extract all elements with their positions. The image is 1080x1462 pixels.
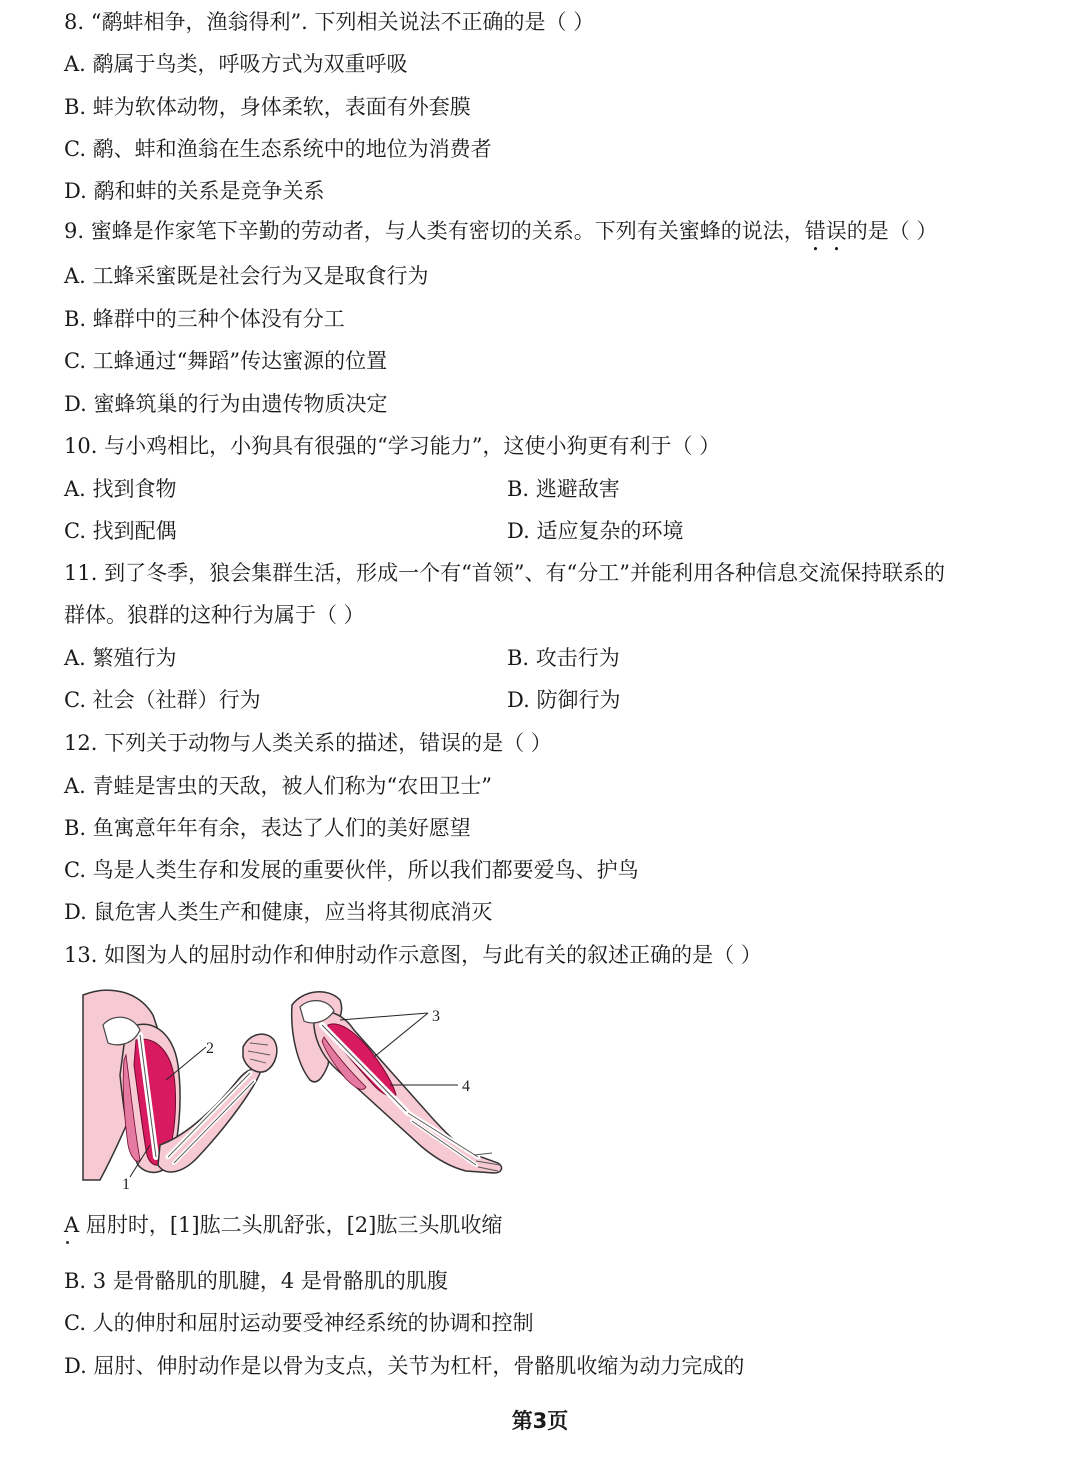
question-12-option-b: B. 鱼寓意年年有余，表达了人们的美好愿望 [64, 816, 471, 840]
question-8-stem: 8. “鹬蚌相争，渔翁得利”. 下列相关说法不正确的是（ ） [64, 10, 595, 34]
question-9-stem [64, 216, 937, 256]
question-13-option-c: C. 人的伸肘和屈肘运动要受神经系统的协调和控制 [64, 1311, 534, 1335]
question-8-option-a: A. 鹬属于鸟类，呼吸方式为双重呼吸 [64, 52, 408, 76]
question-9-option-a: A. 工蜂采蜜既是社会行为又是取食行为 [64, 264, 429, 288]
question-13-option-a: A 屈肘时，[1]肱二头肌舒张，[2]肱三头肌收缩 [64, 1213, 503, 1237]
flexed-arm-illustration [83, 990, 277, 1180]
question-9-stem-emphasis: 错误 [804, 219, 847, 243]
question-11-option-c: C. 社会（社群）行为 [64, 688, 261, 712]
extended-arm-illustration [292, 992, 502, 1173]
question-11-stem-line1: 11. 到了冬季，狼会集群生活，形成一个有“首领”、有“分工”并能利用各种信息交流保持联系的 [64, 561, 946, 585]
question-9-option-b: B. 蜂群中的三种个体没有分工 [64, 307, 345, 331]
question-9-option-d: D. 蜜蜂筑巢的行为由遗传物质决定 [64, 392, 388, 416]
label-3: 3 [432, 1008, 440, 1025]
arm-diagram [78, 985, 518, 1199]
question-10-option-a: A. 找到食物 [64, 477, 177, 501]
question-10-option-d: D. 适应复杂的环境 [507, 519, 684, 543]
question-10-stem: 10. 与小鸡相比，小狗具有很强的“学习能力”，这使小狗更有利于（ ） [64, 434, 721, 458]
label-2: 2 [206, 1040, 214, 1057]
ink-dot [66, 1241, 69, 1244]
question-10-option-c: C. 找到配偶 [64, 519, 177, 543]
question-8-option-c: C. 鹬、蚌和渔翁在生态系统中的地位为消费者 [64, 137, 492, 161]
question-8-option-d: D. 鹬和蚌的关系是竞争关系 [64, 179, 325, 203]
question-13-option-b: B. 3 是骨骼肌的肌腱，4 是骨骼肌的肌腹 [64, 1269, 448, 1293]
question-11-stem-line2: 群体。狼群的这种行为属于（ ） [64, 603, 365, 627]
label-1: 1 [122, 1176, 130, 1193]
question-11-option-b: B. 攻击行为 [507, 646, 620, 670]
label-4: 4 [462, 1078, 470, 1095]
question-12-option-a: A. 青蛙是害虫的天敌，被人们称为“农田卫士” [64, 774, 492, 798]
question-8-option-b: B. 蚌为软体动物，身体柔软，表面有外套膜 [64, 95, 471, 119]
question-11-option-a: A. 繁殖行为 [64, 646, 177, 670]
page-number: 第3页 [511, 1409, 569, 1433]
question-9-option-c: C. 工蜂通过“舞蹈”传达蜜源的位置 [64, 349, 388, 373]
question-13-stem: 13. 如图为人的屈肘动作和伸肘动作示意图，与此有关的叙述正确的是（ ） [64, 943, 762, 967]
question-12-option-c: C. 鸟是人类生存和发展的重要伙伴，所以我们都要爱鸟、护鸟 [64, 858, 639, 882]
question-10-option-b: B. 逃避敌害 [507, 477, 620, 501]
question-13-option-d: D. 屈肘、伸肘动作是以骨为支点，关节为杠杆，骨骼肌收缩为动力完成的 [64, 1354, 745, 1378]
question-9-stem-suffix: 的是（ ） [846, 219, 938, 243]
question-9-stem-prefix: 9. 蜜蜂是作家笔下辛勤的劳动者，与人类有密切的关系。下列有关蜜蜂的说法， [64, 219, 805, 243]
question-12-stem: 12. 下列关于动物与人类关系的描述，错误的是（ ） [64, 731, 552, 755]
question-11-option-d: D. 防御行为 [507, 688, 621, 712]
question-12-option-d: D. 鼠危害人类生产和健康，应当将其彻底消灭 [64, 900, 493, 924]
